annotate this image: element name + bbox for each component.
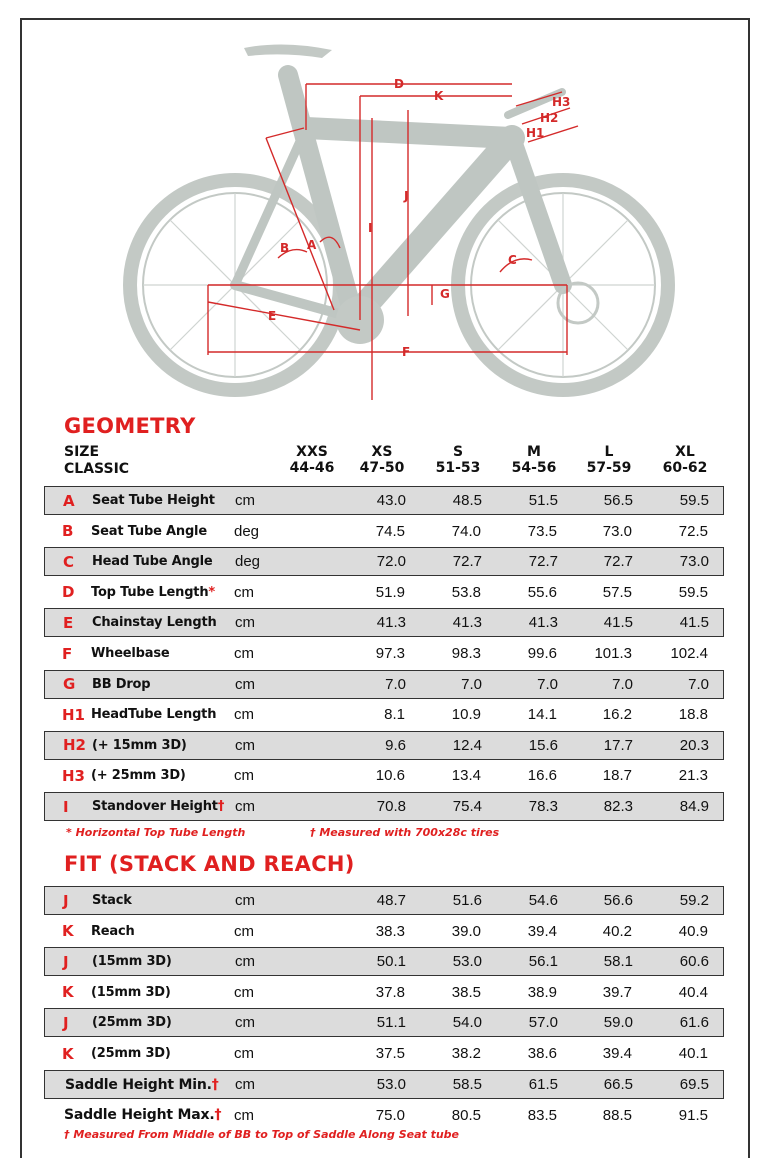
row-unit: cm (235, 1076, 255, 1093)
row-value: 21.3 (678, 767, 708, 785)
row-value: 59.5 (678, 583, 708, 601)
row-value: 82.3 (603, 798, 633, 815)
row-value: 80.5 (451, 1106, 481, 1124)
row-value: 74.0 (451, 522, 481, 540)
table-row (44, 1008, 724, 1037)
row-value: 78.3 (528, 798, 558, 815)
table-row (44, 1070, 724, 1099)
row-value: 17.7 (603, 736, 633, 754)
table-row (44, 761, 724, 790)
size-header-l: L 57-59 (586, 444, 632, 476)
row-value: 99.6 (527, 645, 557, 662)
row-label (65, 1071, 219, 1098)
row-value: 73.5 (527, 522, 557, 540)
size-header-xxs: XXS 44-46 (289, 444, 335, 476)
row-value: 56.1 (528, 953, 558, 971)
fit-title: FIT (STACK AND REACH) (64, 852, 355, 876)
row-label-text: (25mm 3D) (91, 1046, 171, 1061)
row-value: 58.1 (603, 953, 633, 971)
row-value: 38.9 (527, 983, 557, 1001)
row-value: 73.0 (602, 522, 632, 540)
table-row (44, 517, 724, 546)
diagram-label-a: A (307, 238, 317, 252)
row-value: 53.8 (451, 583, 481, 601)
row-value: 66.5 (603, 1076, 633, 1093)
row-value: 7.0 (612, 675, 633, 693)
row-value: 72.5 (678, 522, 708, 540)
row-label-text: Stack (92, 893, 132, 908)
row-label-text: Top Tube Length (91, 584, 209, 600)
row-value: 56.5 (603, 492, 633, 509)
row-value: 72.7 (528, 553, 558, 571)
row-unit: cm (235, 892, 255, 909)
row-label (91, 639, 170, 668)
row-unit: cm (234, 983, 254, 1001)
row-value: 38.5 (451, 983, 481, 1001)
row-value: 53.0 (452, 953, 482, 971)
row-label (91, 1039, 171, 1068)
row-code: J (63, 952, 69, 971)
row-unit: deg (234, 522, 260, 540)
table-row (44, 978, 724, 1007)
row-value: 84.9 (679, 798, 709, 815)
row-label-text: (+ 15mm 3D) (92, 737, 187, 753)
row-value: 51.5 (528, 492, 558, 509)
row-value: 38.6 (527, 1045, 557, 1062)
row-value: 61.5 (528, 1076, 558, 1093)
row-value: 54.0 (452, 1014, 482, 1032)
row-value: 40.2 (602, 922, 632, 940)
diagram-label-b: B (280, 241, 290, 255)
row-label-text: Chainstay Length (92, 615, 217, 631)
row-value: 39.4 (602, 1045, 632, 1062)
table-row (44, 608, 724, 637)
row-label-mark: † (217, 799, 225, 814)
row-value: 7.0 (461, 675, 482, 693)
classic-label: CLASSIC (64, 461, 130, 477)
row-value: 40.9 (678, 922, 708, 940)
row-value: 40.4 (678, 983, 708, 1001)
row-value: 43.0 (376, 492, 406, 509)
row-code: K (62, 922, 74, 941)
row-unit: cm (234, 922, 254, 940)
row-value: 10.6 (375, 767, 405, 785)
row-value: 72.7 (603, 553, 633, 571)
row-code: D (62, 583, 75, 602)
row-value: 70.8 (376, 798, 406, 815)
diagram-label-h2: H2 (540, 111, 559, 125)
row-value: 7.0 (385, 675, 406, 693)
row-unit: cm (235, 953, 255, 971)
row-value: 13.4 (451, 767, 481, 785)
row-unit: cm (235, 798, 255, 815)
row-code: A (63, 491, 75, 510)
table-row (44, 578, 724, 607)
row-unit: cm (234, 583, 254, 601)
row-label (92, 671, 150, 698)
row-value: 60.6 (679, 953, 709, 971)
row-value: 97.3 (375, 645, 405, 662)
row-unit: cm (234, 1045, 254, 1062)
row-value: 12.4 (452, 736, 482, 754)
row-label (92, 1009, 172, 1036)
row-value: 41.3 (528, 614, 558, 632)
row-label (92, 793, 224, 820)
diagram-label-g: G (440, 287, 450, 301)
row-unit: cm (235, 1014, 255, 1032)
row-code: K (62, 1044, 74, 1063)
row-label (92, 732, 187, 759)
diagram-label-f: F (402, 345, 411, 359)
row-value: 75.4 (452, 798, 482, 815)
row-value: 48.7 (376, 892, 406, 909)
row-value: 59.5 (679, 492, 709, 509)
diagram-label-h3: H3 (552, 95, 571, 109)
row-code: C (63, 552, 75, 571)
row-label (64, 1101, 221, 1130)
row-value: 7.0 (537, 675, 558, 693)
row-label-text: Seat Tube Height (92, 493, 215, 508)
row-value: 72.7 (452, 553, 482, 571)
size-header-s: S 51-53 (435, 444, 481, 476)
row-value: 38.2 (451, 1045, 481, 1062)
row-value: 9.6 (385, 736, 406, 754)
row-label (91, 761, 186, 790)
row-code: E (63, 613, 74, 632)
table-row (44, 886, 724, 915)
row-value: 16.2 (602, 706, 632, 724)
row-value: 55.6 (527, 583, 557, 601)
row-label-text: Saddle Height Max. (64, 1107, 215, 1124)
row-label (92, 487, 215, 514)
row-value: 37.8 (375, 983, 405, 1001)
row-label-mark: * (208, 584, 215, 600)
row-label-mark: † (214, 1107, 222, 1124)
bike-geometry-diagram (22, 20, 748, 412)
row-value: 41.3 (452, 614, 482, 632)
size-header-m: M 54-56 (511, 444, 557, 476)
row-value: 41.5 (679, 614, 709, 632)
row-unit: cm (235, 675, 255, 693)
geometry-title: GEOMETRY (64, 414, 196, 438)
row-value: 59.2 (679, 892, 709, 909)
diagram-label-h1: H1 (526, 126, 545, 140)
row-value: 88.5 (602, 1106, 632, 1124)
row-value: 98.3 (451, 645, 481, 662)
row-value: 7.0 (688, 675, 709, 693)
row-value: 20.3 (679, 736, 709, 754)
row-label (92, 887, 132, 914)
row-value: 75.0 (375, 1106, 405, 1124)
row-value: 51.9 (375, 583, 405, 601)
table-row (44, 639, 724, 668)
row-value: 73.0 (679, 553, 709, 571)
row-value: 18.8 (678, 706, 708, 724)
diagram-label-d: D (394, 77, 404, 91)
row-label-text: HeadTube Length (91, 707, 217, 723)
row-unit: cm (234, 706, 254, 724)
row-label (91, 978, 171, 1007)
row-value: 83.5 (527, 1106, 557, 1124)
table-row (44, 731, 724, 760)
row-label (92, 609, 217, 636)
diagram-label-i: I (368, 221, 373, 235)
row-value: 16.6 (527, 767, 557, 785)
row-code: F (62, 644, 73, 663)
geometry-footnote-tires: † Measured with 700x28c tires (310, 826, 500, 839)
row-value: 39.0 (451, 922, 481, 940)
row-unit: cm (234, 645, 254, 662)
row-value: 59.0 (603, 1014, 633, 1032)
table-row (44, 917, 724, 946)
row-unit: cm (235, 614, 255, 632)
row-code: H1 (62, 705, 85, 724)
row-value: 41.5 (603, 614, 633, 632)
table-row (44, 700, 724, 729)
geometry-footnote-top-tube: * Horizontal Top Tube Length (66, 826, 246, 839)
diagram-label-k: K (434, 89, 444, 103)
row-value: 91.5 (678, 1106, 708, 1124)
diagram-label-e: E (268, 309, 277, 323)
diagram-label-j: J (404, 189, 409, 203)
row-value: 18.7 (602, 767, 632, 785)
row-label-text: (25mm 3D) (92, 1015, 172, 1031)
row-value: 101.3 (594, 645, 632, 662)
saddle-footnote: † Measured From Middle of BB to Top of Saddle Along Seat tube (64, 1128, 460, 1141)
row-value: 15.6 (528, 736, 558, 754)
row-value: 41.3 (376, 614, 406, 632)
row-label (91, 917, 135, 946)
row-value: 102.4 (670, 645, 708, 662)
row-value: 37.5 (375, 1045, 405, 1062)
row-label-text: Wheelbase (91, 646, 170, 661)
table-row (44, 1039, 724, 1068)
row-value: 74.5 (375, 522, 405, 540)
row-code: H3 (62, 766, 85, 785)
row-label-text: (15mm 3D) (91, 984, 171, 1000)
row-unit: cm (235, 736, 255, 754)
table-row (44, 670, 724, 699)
row-value: 69.5 (679, 1076, 709, 1093)
row-unit: cm (234, 767, 254, 785)
row-label-text: (15mm 3D) (92, 954, 172, 970)
row-code: H2 (63, 736, 86, 755)
row-label (91, 578, 215, 607)
diagram-label-c: C (508, 253, 517, 267)
row-label-text: Reach (91, 923, 135, 939)
row-value: 48.5 (452, 492, 482, 509)
row-label-text: Head Tube Angle (92, 554, 213, 570)
table-row (44, 947, 724, 976)
row-value: 72.0 (376, 553, 406, 571)
row-value: 57.0 (528, 1014, 558, 1032)
row-label (92, 948, 172, 975)
row-value: 57.5 (602, 583, 632, 601)
row-unit: cm (235, 492, 255, 509)
row-value: 39.4 (527, 922, 557, 940)
row-label (92, 548, 213, 575)
row-code: I (63, 797, 69, 816)
row-value: 38.3 (375, 922, 405, 940)
row-label-text: Saddle Height Min. (65, 1076, 212, 1093)
row-label-text: Standover Height (92, 799, 218, 814)
row-label (91, 700, 216, 729)
row-label-text: (+ 25mm 3D) (91, 768, 186, 784)
row-value: 61.6 (679, 1014, 709, 1032)
row-value: 51.1 (376, 1014, 406, 1032)
row-code: G (63, 675, 76, 694)
table-row (44, 792, 724, 821)
row-label-mark: † (211, 1076, 219, 1093)
row-label-text: BB Drop (92, 676, 151, 692)
size-header-xl: XL 60-62 (662, 444, 708, 476)
row-value: 10.9 (451, 706, 481, 724)
row-value: 40.1 (678, 1045, 708, 1062)
row-value: 14.1 (527, 706, 557, 724)
row-unit: deg (235, 553, 261, 571)
table-row (44, 1101, 724, 1130)
table-row (44, 547, 724, 576)
table-row (44, 486, 724, 515)
row-value: 8.1 (384, 706, 405, 724)
row-code: J (63, 1013, 69, 1032)
row-label (91, 517, 207, 546)
row-unit: cm (234, 1106, 254, 1124)
row-code: J (63, 891, 69, 910)
row-value: 54.6 (528, 892, 558, 909)
row-value: 51.6 (452, 892, 482, 909)
row-value: 53.0 (376, 1076, 406, 1093)
row-value: 39.7 (602, 983, 632, 1001)
row-value: 50.1 (376, 953, 406, 971)
size-header-xs: XS 47-50 (359, 444, 405, 476)
row-code: B (62, 522, 74, 541)
row-value: 58.5 (452, 1076, 482, 1093)
row-label-text: Seat Tube Angle (91, 523, 207, 539)
row-value: 56.6 (603, 892, 633, 909)
size-label: SIZE (64, 444, 100, 460)
row-code: K (62, 983, 74, 1002)
